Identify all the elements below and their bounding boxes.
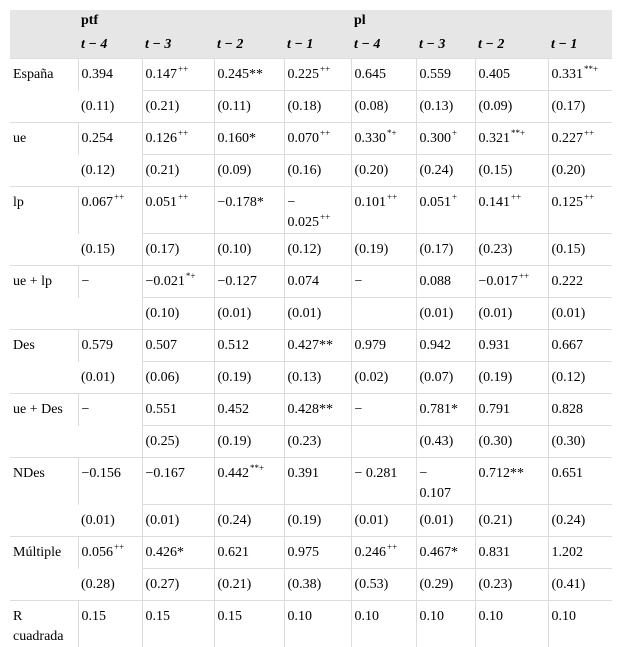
standard-error-cell: (0.01)	[548, 298, 612, 330]
coefficient-value: 0.245**	[218, 67, 264, 82]
coefficient-cell	[78, 394, 142, 426]
standard-error-cell: (0.09)	[214, 155, 284, 187]
significance-marker: ++	[114, 542, 124, 552]
standard-error-cell: (0.23)	[284, 426, 351, 458]
standard-error-cell	[78, 298, 142, 330]
coefficient-value: −0.167	[146, 466, 185, 481]
table-body	[10, 59, 612, 647]
row-label: Des	[10, 330, 78, 394]
coefficient-value: 0.931	[479, 338, 511, 353]
standard-error-cell: (0.19)	[284, 505, 351, 537]
r-squared-row	[10, 601, 612, 647]
coefficient-cell	[475, 266, 548, 298]
coefficient-cell	[142, 537, 214, 569]
coefficient-value: −0.156	[82, 466, 121, 481]
standard-error-cell: (0.08)	[351, 91, 416, 123]
coefficient-cell	[416, 537, 475, 569]
coefficient-value: −	[82, 274, 90, 289]
coefficient-value: 0.426*	[146, 545, 185, 560]
coefficient-value: 0.667	[552, 338, 584, 353]
standard-error-cell	[351, 426, 416, 458]
standard-error-cell: (0.11)	[78, 91, 142, 123]
table-row	[10, 266, 612, 298]
coefficient-cell	[78, 458, 142, 505]
coefficient-cell	[214, 394, 284, 426]
coefficient-value: 0.254	[82, 131, 114, 146]
standard-error-cell: (0.43)	[416, 426, 475, 458]
standard-error-cell: (0.18)	[284, 91, 351, 123]
coefficient-value: 0.428**	[288, 402, 334, 417]
significance-marker: ++	[178, 192, 188, 202]
coefficient-cell	[416, 458, 475, 505]
standard-error-cell: (0.30)	[548, 426, 612, 458]
coefficient-cell	[351, 394, 416, 426]
row-label: ue + Des	[10, 394, 78, 458]
coefficient-value: 0.051	[146, 195, 178, 210]
coefficient-cell	[284, 187, 351, 234]
standard-error-cell: (0.02)	[351, 362, 416, 394]
standard-error-cell: (0.17)	[548, 91, 612, 123]
table-row	[10, 123, 612, 155]
coefficient-value: 0.126	[146, 131, 178, 146]
significance-marker: ++	[511, 192, 521, 202]
coefficient-value: −	[355, 402, 363, 417]
coefficient-cell	[284, 394, 351, 426]
coefficient-cell	[214, 458, 284, 505]
significance-marker: ++	[320, 64, 330, 74]
coefficient-value: − 0.281	[355, 466, 398, 481]
standard-error-cell: (0.12)	[284, 234, 351, 266]
coefficient-cell	[214, 59, 284, 91]
r-squared-value: 0.10	[284, 601, 351, 647]
coefficient-cell	[351, 59, 416, 91]
coefficient-cell	[548, 123, 612, 155]
significance-marker: +	[452, 192, 457, 202]
table-row	[10, 187, 612, 234]
standard-error-cell: (0.01)	[416, 298, 475, 330]
coefficient-value: 0.246	[355, 545, 387, 560]
standard-error-cell: (0.15)	[78, 234, 142, 266]
row-label: NDes	[10, 458, 78, 537]
coefficient-cell	[548, 59, 612, 91]
standard-error-cell: (0.27)	[142, 569, 214, 601]
coefficient-cell	[548, 330, 612, 362]
coefficient-cell	[284, 537, 351, 569]
standard-error-cell: (0.09)	[475, 91, 548, 123]
coefficient-cell	[416, 123, 475, 155]
coefficient-value: 0.645	[355, 67, 387, 82]
header-group-row	[10, 10, 612, 32]
row-label: lp	[10, 187, 78, 266]
coefficient-cell	[475, 59, 548, 91]
header-group-ptf: ptf	[78, 10, 351, 32]
standard-error-cell: (0.13)	[284, 362, 351, 394]
standard-error-cell: (0.12)	[548, 362, 612, 394]
coefficient-cell	[284, 266, 351, 298]
coefficient-cell	[284, 123, 351, 155]
coefficient-cell	[351, 458, 416, 505]
coefficient-value: 0.551	[146, 402, 178, 417]
coefficient-value: 0.051	[420, 195, 452, 210]
coefficient-value: 0.507	[146, 338, 178, 353]
coefficient-value: 0.452	[218, 402, 250, 417]
r-squared-value: 0.15	[214, 601, 284, 647]
standard-error-cell: (0.01)	[214, 298, 284, 330]
coefficient-cell	[475, 187, 548, 234]
coefficient-cell	[416, 59, 475, 91]
coefficient-cell	[142, 187, 214, 234]
significance-marker: ++	[584, 192, 594, 202]
coefficient-value: 0.427**	[288, 338, 334, 353]
standard-error-cell	[351, 298, 416, 330]
coefficient-value: −0.178*	[218, 195, 264, 210]
coefficient-value: 0.088	[420, 274, 452, 289]
coefficient-value: 0.147	[146, 67, 178, 82]
coefficient-value: 0.227	[552, 131, 584, 146]
r-squared-value: 0.10	[548, 601, 612, 647]
row-label: España	[10, 59, 78, 123]
standard-error-cell: (0.01)	[78, 505, 142, 537]
coefficient-value: 0.828	[552, 402, 584, 417]
coefficient-cell	[78, 59, 142, 91]
coefficient-cell	[142, 123, 214, 155]
row-label: Múltiple	[10, 537, 78, 601]
standard-error-cell: (0.16)	[284, 155, 351, 187]
significance-marker: ++	[178, 128, 188, 138]
coefficient-cell	[475, 123, 548, 155]
standard-error-cell: (0.01)	[142, 505, 214, 537]
standard-error-cell: (0.24)	[214, 505, 284, 537]
coefficient-value: 1.202	[552, 545, 584, 560]
r-squared-value: 0.10	[351, 601, 416, 647]
header-period: t − 3	[416, 32, 475, 59]
coefficient-value: 0.442	[218, 466, 250, 481]
standard-error-cell: (0.19)	[475, 362, 548, 394]
header-period-row	[10, 32, 612, 59]
regression-table-container	[10, 10, 612, 647]
r-squared-value: 0.15	[78, 601, 142, 647]
standard-error-cell: (0.38)	[284, 569, 351, 601]
significance-marker: ++	[387, 192, 397, 202]
coefficient-cell	[475, 537, 548, 569]
significance-marker: *+	[387, 128, 397, 138]
coefficient-cell	[351, 537, 416, 569]
standard-error-cell: (0.12)	[78, 155, 142, 187]
coefficient-cell	[214, 187, 284, 234]
coefficient-value: 0.467*	[420, 545, 459, 560]
standard-error-row	[10, 91, 612, 123]
standard-error-cell: (0.28)	[78, 569, 142, 601]
coefficient-cell	[284, 330, 351, 362]
standard-error-cell: (0.06)	[142, 362, 214, 394]
coefficient-cell	[548, 537, 612, 569]
header-period: t − 2	[214, 32, 284, 59]
standard-error-cell: (0.30)	[475, 426, 548, 458]
coefficient-value: −0.127	[218, 274, 257, 289]
standard-error-cell	[78, 426, 142, 458]
table-row	[10, 458, 612, 505]
coefficient-value: 0.781*	[420, 402, 459, 417]
standard-error-cell: (0.24)	[548, 505, 612, 537]
standard-error-cell: (0.15)	[548, 234, 612, 266]
r-squared-value: 0.10	[475, 601, 548, 647]
significance-marker: ++	[387, 542, 397, 552]
coefficient-value: 0.225	[288, 67, 320, 82]
coefficient-value: 0.101	[355, 195, 387, 210]
coefficient-cell	[548, 266, 612, 298]
coefficient-cell	[214, 123, 284, 155]
coefficient-value: 0.831	[479, 545, 511, 560]
standard-error-cell: (0.01)	[351, 505, 416, 537]
header-period: t − 4	[78, 32, 142, 59]
coefficient-cell	[78, 123, 142, 155]
table-row	[10, 537, 612, 569]
standard-error-cell: (0.17)	[142, 234, 214, 266]
coefficient-cell	[475, 330, 548, 362]
coefficient-cell	[78, 266, 142, 298]
coefficient-cell	[351, 187, 416, 234]
standard-error-cell: (0.11)	[214, 91, 284, 123]
coefficient-cell	[78, 330, 142, 362]
coefficient-value: 0.331	[552, 67, 584, 82]
coefficient-value: 0.942	[420, 338, 452, 353]
coefficient-value: 0.141	[479, 195, 511, 210]
coefficient-cell	[416, 330, 475, 362]
standard-error-cell: (0.21)	[214, 569, 284, 601]
coefficient-value: 0.321	[479, 131, 511, 146]
standard-error-row	[10, 362, 612, 394]
coefficient-value: 0.394	[82, 67, 114, 82]
coefficient-value: −0.017	[479, 274, 518, 289]
header-period: t − 1	[548, 32, 612, 59]
standard-error-cell: (0.23)	[475, 234, 548, 266]
significance-marker: ++	[519, 271, 529, 281]
coefficient-cell	[214, 330, 284, 362]
coefficient-value: 0.300	[420, 131, 452, 146]
standard-error-cell: (0.07)	[416, 362, 475, 394]
coefficient-cell	[416, 394, 475, 426]
coefficient-value: 0.067	[82, 195, 114, 210]
coefficient-cell	[284, 458, 351, 505]
coefficient-cell	[284, 59, 351, 91]
coefficient-value: −	[82, 402, 90, 417]
standard-error-cell: (0.01)	[416, 505, 475, 537]
coefficient-cell	[416, 187, 475, 234]
coefficient-value: 0.559	[420, 67, 452, 82]
significance-marker: ++	[178, 64, 188, 74]
standard-error-cell: (0.15)	[475, 155, 548, 187]
standard-error-cell: (0.21)	[142, 155, 214, 187]
row-label: R cuadrada	[10, 601, 78, 647]
table-row	[10, 394, 612, 426]
standard-error-cell: (0.21)	[142, 91, 214, 123]
coefficient-cell	[548, 394, 612, 426]
header-period: t − 4	[351, 32, 416, 59]
coefficient-cell	[214, 266, 284, 298]
significance-marker: **+	[584, 64, 598, 74]
standard-error-row	[10, 505, 612, 537]
coefficient-cell	[351, 330, 416, 362]
standard-error-cell: (0.25)	[142, 426, 214, 458]
significance-marker: ++	[320, 212, 330, 222]
standard-error-cell: (0.10)	[214, 234, 284, 266]
coefficient-value: −0.021	[146, 274, 185, 289]
coefficient-value: 0.579	[82, 338, 114, 353]
significance-marker: ++	[114, 192, 124, 202]
coefficient-value: 0.391	[288, 466, 320, 481]
significance-marker: ++	[320, 128, 330, 138]
standard-error-cell: (0.01)	[284, 298, 351, 330]
significance-marker: ++	[584, 128, 594, 138]
standard-error-cell: (0.29)	[416, 569, 475, 601]
standard-error-cell: (0.21)	[475, 505, 548, 537]
r-squared-value: 0.15	[142, 601, 214, 647]
standard-error-cell: (0.53)	[351, 569, 416, 601]
coefficient-cell	[351, 266, 416, 298]
coefficient-value: 0.979	[355, 338, 387, 353]
table-row	[10, 59, 612, 91]
coefficient-value: 0.074	[288, 274, 320, 289]
standard-error-cell: (0.01)	[78, 362, 142, 394]
coefficient-value: 0.160*	[218, 131, 257, 146]
standard-error-row	[10, 234, 612, 266]
coefficient-value: 0.975	[288, 545, 320, 560]
standard-error-cell: (0.17)	[416, 234, 475, 266]
header-period-corner	[10, 32, 78, 59]
coefficient-cell	[548, 187, 612, 234]
coefficient-value: 0.621	[218, 545, 250, 560]
coefficient-cell	[548, 458, 612, 505]
header-corner	[10, 10, 78, 32]
standard-error-row	[10, 426, 612, 458]
standard-error-row	[10, 569, 612, 601]
coefficient-cell	[351, 123, 416, 155]
coefficient-cell	[214, 537, 284, 569]
coefficient-cell	[142, 266, 214, 298]
r-squared-value: 0.10	[416, 601, 475, 647]
coefficient-value: 0.070	[288, 131, 320, 146]
significance-marker: *+	[186, 271, 196, 281]
table-row	[10, 330, 612, 362]
coefficient-value: −	[355, 274, 363, 289]
standard-error-cell: (0.20)	[548, 155, 612, 187]
standard-error-cell: (0.13)	[416, 91, 475, 123]
standard-error-cell: (0.10)	[142, 298, 214, 330]
header-period: t − 2	[475, 32, 548, 59]
coefficient-value: 0.405	[479, 67, 511, 82]
coefficient-cell	[416, 266, 475, 298]
row-label: ue + lp	[10, 266, 78, 330]
coefficient-value: − 0.107	[420, 466, 452, 501]
standard-error-cell: (0.19)	[214, 362, 284, 394]
coefficient-value: 0.712**	[479, 466, 525, 481]
coefficient-cell	[142, 394, 214, 426]
coefficient-value: 0.056	[82, 545, 114, 560]
coefficient-cell	[78, 537, 142, 569]
significance-marker: **+	[250, 463, 264, 473]
standard-error-row	[10, 155, 612, 187]
standard-error-row	[10, 298, 612, 330]
coefficient-cell	[78, 187, 142, 234]
standard-error-cell: (0.20)	[351, 155, 416, 187]
standard-error-cell: (0.19)	[351, 234, 416, 266]
header-group-pl: pl	[351, 10, 612, 32]
coefficient-value: 0.222	[552, 274, 584, 289]
coefficient-cell	[475, 394, 548, 426]
coefficient-value: 0.651	[552, 466, 584, 481]
standard-error-cell: (0.23)	[475, 569, 548, 601]
coefficient-value: − 0.025	[288, 195, 320, 230]
standard-error-cell: (0.24)	[416, 155, 475, 187]
standard-error-cell: (0.41)	[548, 569, 612, 601]
coefficient-value: 0.512	[218, 338, 250, 353]
coefficient-value: 0.791	[479, 402, 511, 417]
regression-table	[10, 10, 612, 647]
significance-marker: +	[452, 128, 457, 138]
header-period: t − 3	[142, 32, 214, 59]
standard-error-cell: (0.19)	[214, 426, 284, 458]
significance-marker: **+	[511, 128, 525, 138]
header-period: t − 1	[284, 32, 351, 59]
coefficient-value: 0.330	[355, 131, 387, 146]
coefficient-cell	[142, 330, 214, 362]
coefficient-cell	[142, 59, 214, 91]
standard-error-cell: (0.01)	[475, 298, 548, 330]
coefficient-cell	[142, 458, 214, 505]
coefficient-cell	[475, 458, 548, 505]
coefficient-value: 0.125	[552, 195, 584, 210]
row-label: ue	[10, 123, 78, 187]
